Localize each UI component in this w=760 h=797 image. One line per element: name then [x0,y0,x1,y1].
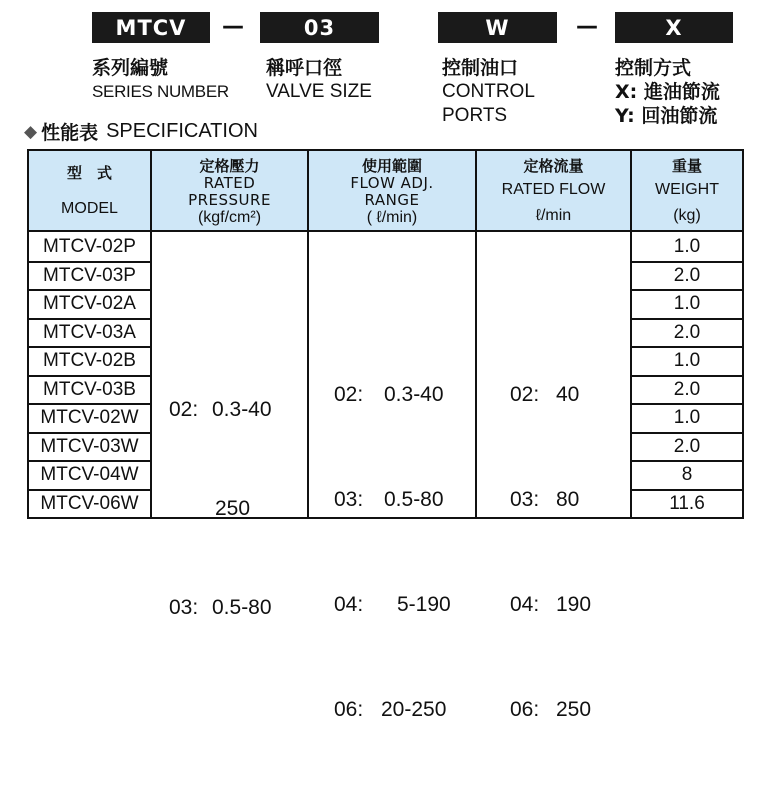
rated-flow-values [510,307,591,797]
header-pressure-zh: 定格壓力 [199,157,260,175]
table-row-weight: 1.0 [673,292,701,314]
spec-table [27,149,744,721]
header-weight-en: WEIGHT [655,181,719,198]
code-box-ports: W [438,12,557,43]
code-box-size: 03 [260,12,379,43]
legend-series-en: SERIES NUMBER [92,82,229,101]
header-model-zh: 型 式 [66,164,112,182]
legend-control-method-y: Y: 回油節流 [615,105,718,127]
header-rated-flow [477,151,630,230]
section-title-zh: 性能表 [41,122,99,144]
flow-adj-key: 02: [334,383,364,406]
header-pressure-unit: (kgf/cm²) [197,209,262,226]
rated-flow-value: 250 [556,698,592,721]
rated-flow-key: 04: [510,593,540,616]
code-dash: — [576,14,598,39]
header-model-en: MODEL [61,200,118,217]
rated-flow-key: 03: [510,488,540,511]
header-weight-unit: (kg) [673,207,701,224]
header-rated-flow-en: RATED FLOW [501,181,606,198]
header-flow-adj-zh: 使用範圍 [361,157,422,175]
flow-adj-value: 0.5-80 [384,488,444,511]
legend-valve-size-zh: 稱呼口徑 [266,57,343,79]
table-row-model: MTCV-03W [40,435,139,457]
table-row-weight: 2.0 [673,321,701,343]
diamond-icon: ◆ [24,121,38,142]
legend-control-method [615,56,720,128]
table-row-model: MTCV-02B [43,349,136,371]
flow-adj-key: 03: [334,488,364,511]
header-flow-adj-en1: FLOW ADJ. [350,174,434,192]
flow-adj-key: 06: [334,698,364,721]
code-dash: — [222,14,244,39]
header-pressure-en1: RATED [203,174,256,192]
header-flow-adj [309,151,475,230]
pressure-key [169,492,215,525]
legend-valve-size [266,56,372,104]
pressure-value: 0.5-80 [212,596,272,619]
table-row-weight: 1.0 [673,349,701,371]
pressure-values [169,327,272,690]
flow-adj-value: 5-190 [397,593,451,616]
flow-adj-values [334,307,451,797]
table-row-weight: 2.0 [673,378,701,400]
section-title [24,118,258,145]
section-title-en: SPECIFICATION [106,120,258,142]
table-row-weight: 2.0 [673,435,701,457]
table-row-model: MTCV-04W [40,463,139,485]
legend-control-ports-en1: CONTROL [442,81,535,102]
flow-adj-value: 0.3-40 [384,383,444,406]
table-row-model: MTCV-03P [43,264,136,286]
table-row-weight: 1.0 [673,235,701,257]
table-row-weight: 1.0 [673,406,701,428]
pressure-key: 03: [169,596,199,619]
rated-flow-value: 190 [556,593,592,616]
table-row-model: MTCV-02P [43,235,136,257]
legend-series [92,56,229,104]
legend-control-ports [442,56,535,128]
legend-control-ports-en2: PORTS [442,105,508,126]
table-row-weight: 11.6 [669,492,705,514]
flow-adj-value: 20-250 [381,698,447,721]
header-rated-flow-zh: 定格流量 [523,157,584,175]
legend-series-zh: 系列編號 [92,57,169,79]
rated-flow-value: 40 [556,383,580,406]
table-row-weight: 8 [681,463,693,485]
header-pressure-en2: PRESSURE [188,191,271,209]
rated-flow-key: 02: [510,383,540,406]
header-weight-zh: 重量 [671,157,702,175]
code-box-control: X [615,12,733,43]
header-weight [632,151,742,230]
pressure-value: 250 [215,497,251,520]
table-row-model: MTCV-03A [43,321,136,343]
header-flow-adj-unit: ( ℓ/min) [366,209,418,226]
code-box-series: MTCV [92,12,210,43]
pressure-key: 02: [169,398,199,421]
header-rated-flow-unit: ℓ/min [535,207,572,224]
legend-valve-size-en: VALVE SIZE [266,81,372,102]
legend-control-method-x: X: 進油節流 [615,81,720,103]
header-pressure [152,151,307,230]
table-row-model: MTCV-02W [40,406,139,428]
legend-control-ports-zh: 控制油口 [442,57,519,79]
rated-flow-value: 80 [556,488,580,511]
table-row-model: MTCV-06W [40,492,139,514]
header-flow-adj-en2: RANGE [364,191,420,209]
header-model [29,151,150,230]
legend-control-method-zh: 控制方式 [615,57,692,79]
table-row-weight: 2.0 [673,264,701,286]
table-row-model: MTCV-02A [43,292,136,314]
pressure-value: 0.3-40 [212,398,272,421]
flow-adj-key: 04: [334,593,364,616]
rated-flow-key: 06: [510,698,540,721]
table-row-model: MTCV-03B [43,378,136,400]
